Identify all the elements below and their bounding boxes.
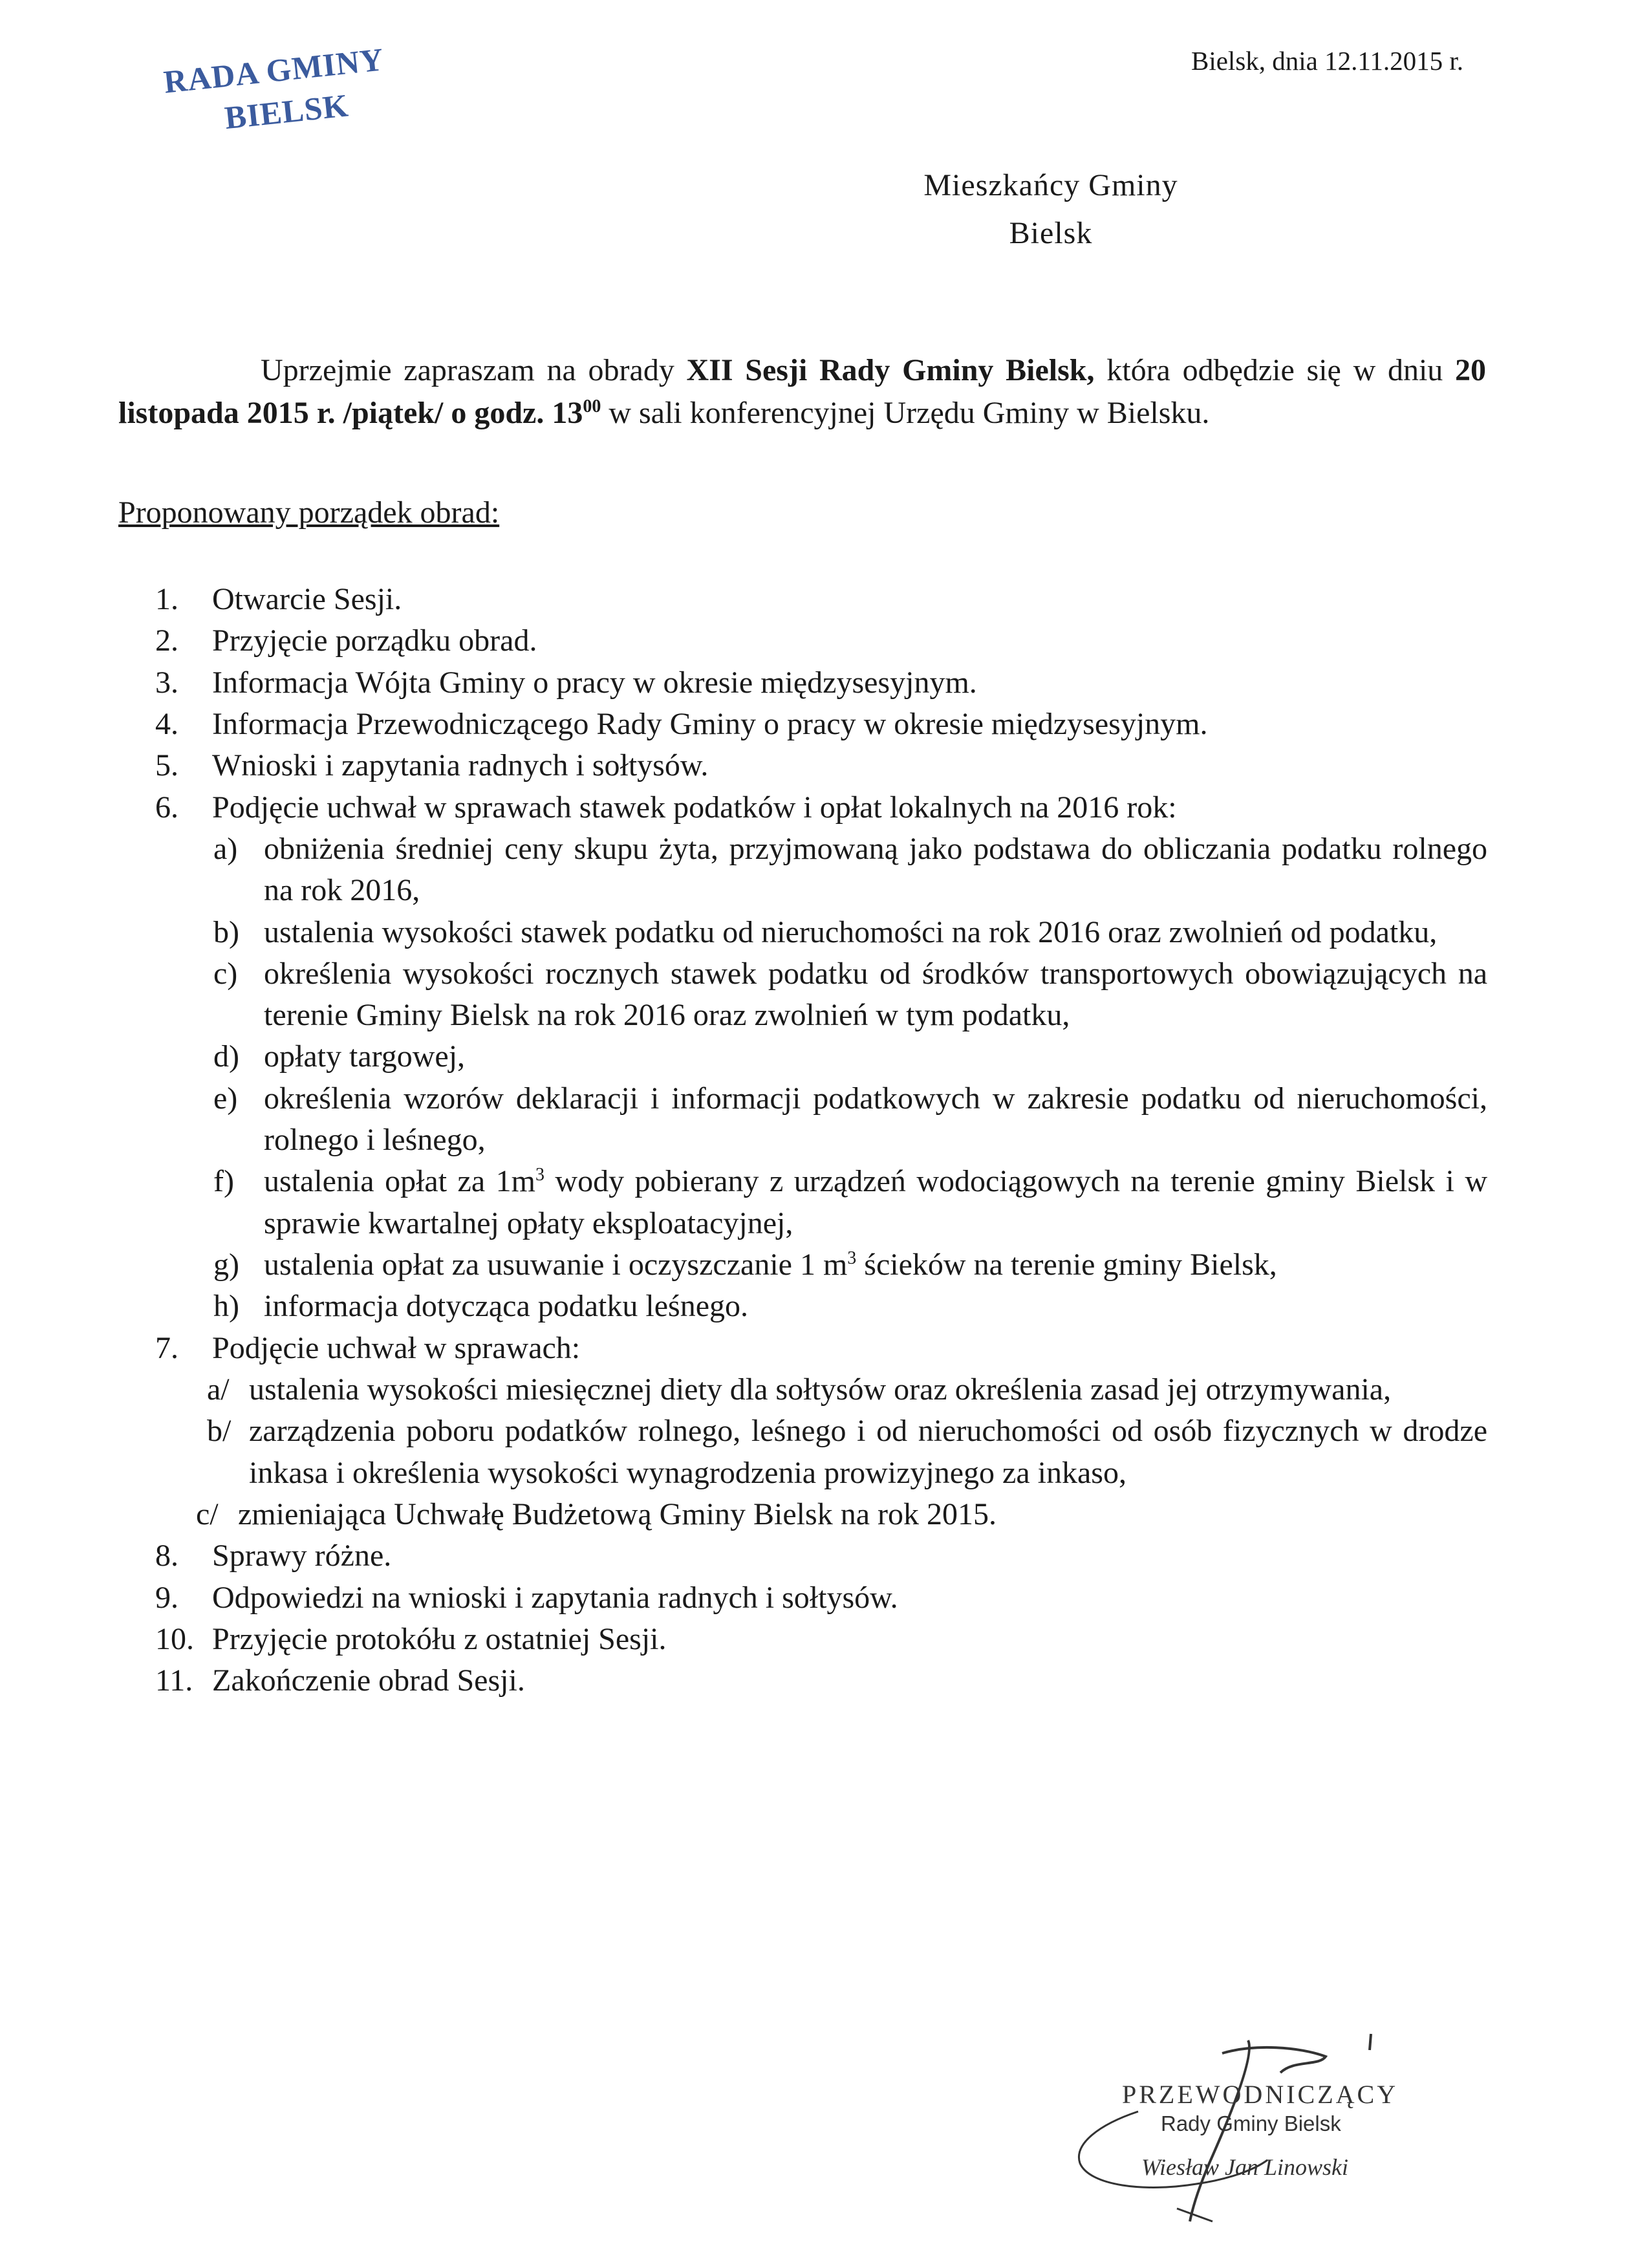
subitem-text-part: ścieków na terenie gminy Bielsk, [856, 1247, 1277, 1282]
subitem-text: ustalenia wysokości stawek podatku od nieruchomości na rok 2016 oraz zwolnień od podatku, [264, 914, 1438, 949]
agenda-item-text: Podjęcie uchwał w sprawach: [212, 1330, 581, 1365]
agenda-subitem [155, 1244, 1487, 1286]
subitem-text [264, 1161, 1487, 1244]
agenda-item-text: Zakończenie obrad Sesji. [212, 1663, 525, 1698]
agenda-item-number: 10. [155, 1621, 194, 1656]
agenda-item [155, 579, 1487, 620]
subitem-text: określenia wzorów deklaracji i informacji podatkowych w zakresie podatku od nieruchomości, rolnego i leśnego, [264, 1081, 1487, 1158]
agenda-item [155, 620, 1487, 662]
agenda-item-text: Podjęcie uchwał w sprawach stawek podatków i opłat lokalnych na 2016 rok: [212, 790, 1177, 825]
intro-time-minutes: 00 [583, 396, 601, 417]
agenda-item [155, 1619, 1487, 1660]
subitem-letter: d) [213, 1039, 239, 1074]
unit-exponent: 3 [535, 1165, 544, 1185]
subitem-text-part: wody pobierany z urządzeń wodociągowych na terenie gminy Bielsk i w sprawie kwartalnej opłaty eksploatacyjnej, [264, 1164, 1487, 1240]
subitem-letter: f) [213, 1164, 234, 1199]
agenda-item [155, 1328, 1487, 1369]
subitem-text-part: ustalenia opłat za 1m [264, 1164, 535, 1199]
agenda-item-number: 6. [155, 790, 178, 825]
agenda-subitem [155, 1410, 1487, 1494]
agenda-item-number: 9. [155, 1580, 178, 1615]
agenda-subitem [155, 1078, 1487, 1161]
invitation-paragraph [118, 349, 1486, 435]
subitem-letter: b/ [207, 1414, 232, 1449]
subitem-text-part: ustalenia opłat za usuwanie i oczyszczanie 1 m [264, 1247, 848, 1282]
stamp-line-1: RADA GMINY [162, 41, 386, 100]
subitem-letter: a/ [207, 1372, 230, 1407]
agenda-item [155, 1535, 1487, 1577]
agenda-list [155, 579, 1487, 1701]
agenda-item [155, 704, 1487, 745]
subitem-text: obniżenia średniej ceny skupu żyta, przyjmowaną jako podstawa do obliczania podatku rolnego na rok 2016, [264, 831, 1487, 908]
agenda-item-number: 4. [155, 706, 178, 741]
intro-text-1: Uprzejmie zapraszam na obrady [261, 353, 687, 387]
agenda-item-number: 11. [155, 1663, 193, 1698]
agenda-item-text: Otwarcie Sesji. [212, 582, 402, 616]
agenda-item-number: 3. [155, 665, 178, 700]
agenda-subitem [155, 1369, 1487, 1410]
agenda-item-number: 1. [155, 582, 178, 616]
agenda-subitem [155, 912, 1487, 953]
agenda-item-text: Informacja Przewodniczącego Rady Gminy o pracy w okresie międzysesyjnym. [212, 706, 1208, 741]
agenda-subitem [155, 1161, 1487, 1244]
subitem-text [264, 1244, 1487, 1286]
subitem-text: zmieniająca Uchwałę Budżetową Gminy Bielsk na rok 2015. [238, 1496, 997, 1531]
subitem-letter: c/ [196, 1496, 219, 1531]
unit-exponent: 3 [847, 1248, 857, 1268]
agenda-item-number: 8. [155, 1539, 178, 1573]
subitem-text: ustalenia wysokości miesięcznej diety dla sołtysów oraz określenia zasad jej otrzymywania, [249, 1372, 1392, 1407]
letter-date: Bielsk, dnia 12.11.2015 r. [1191, 46, 1463, 76]
subitem-text: informacja dotycząca podatku leśnego. [264, 1289, 749, 1324]
addressee-line-2: Bielsk [1009, 216, 1093, 251]
addressee [802, 162, 1300, 258]
agenda-heading: Proponowany porządek obrad: [118, 495, 500, 530]
agenda-item-number: 2. [155, 623, 178, 658]
agenda-subitem [155, 1286, 1487, 1327]
intro-date-time: 20 listopada 2015 r. /piątek/ o godz. 13 [118, 353, 1486, 431]
subitem-letter: e) [213, 1081, 238, 1116]
agenda-item-text: Przyjęcie protokółu z ostatniej Sesji. [212, 1621, 667, 1656]
agenda-item [155, 1660, 1487, 1701]
agenda-item-text: Wnioski i zapytania radnych i sołtysów. [212, 748, 709, 783]
agenda-subitem [155, 828, 1487, 912]
agenda-item-number: 7. [155, 1330, 178, 1365]
signature-subtitle: Rady Gminy Bielsk [1161, 2111, 1341, 2135]
agenda-subitem [155, 953, 1487, 1037]
subitem-letter: b) [213, 914, 239, 949]
agenda-item [155, 662, 1487, 704]
subitem-letter: g) [213, 1247, 239, 1282]
subitem-letter: a) [213, 831, 238, 866]
intro-text-2: która odbędzie się w dniu [1094, 353, 1455, 387]
agenda-item-number: 5. [155, 748, 178, 783]
signature-title: PRZEWODNICZĄCY [1122, 2080, 1399, 2109]
addressee-line-1: Mieszkańcy Gminy [923, 168, 1178, 202]
agenda-item [155, 787, 1487, 828]
subitem-letter: h) [213, 1289, 239, 1324]
stamp-line-2: BIELSK [222, 87, 350, 136]
signature-name: Wiesław Jan Linowski [1141, 2154, 1349, 2180]
agenda-item [155, 1577, 1487, 1619]
intro-session-name: XII Sesji Rady Gminy Bielsk, [686, 353, 1095, 387]
agenda-item-text: Sprawy różne. [212, 1539, 392, 1573]
intro-text-3: w sali konferencyjnej Urzędu Gminy w Bielsku. [601, 396, 1210, 431]
agenda-subitem [155, 1036, 1487, 1077]
subitem-text: opłaty targowej, [264, 1039, 466, 1074]
council-stamp [162, 38, 391, 145]
subitem-text: określenia wysokości rocznych stawek podatku od środków transportowych obowiązujących na terenie Gminy Bielsk na rok 2016 oraz zwolnień w tym podatku, [264, 956, 1487, 1033]
agenda-item [155, 745, 1487, 786]
subitem-letter: c) [213, 956, 238, 991]
agenda-item-text: Informacja Wójta Gminy o pracy w okresie międzysesyjnym. [212, 665, 977, 700]
agenda-item-text: Przyjęcie porządku obrad. [212, 623, 537, 658]
signature-block [1061, 2014, 1423, 2228]
agenda-subitem [155, 1494, 1487, 1535]
agenda-item-text: Odpowiedzi na wnioski i zapytania radnych i sołtysów. [212, 1580, 898, 1615]
subitem-text: zarządzenia poboru podatków rolnego, leśnego i od nieruchomości od osób fizycznych w drodze inkasa i określenia wysokości wynagrodzenia prowizyjnego za inkaso, [249, 1414, 1487, 1490]
